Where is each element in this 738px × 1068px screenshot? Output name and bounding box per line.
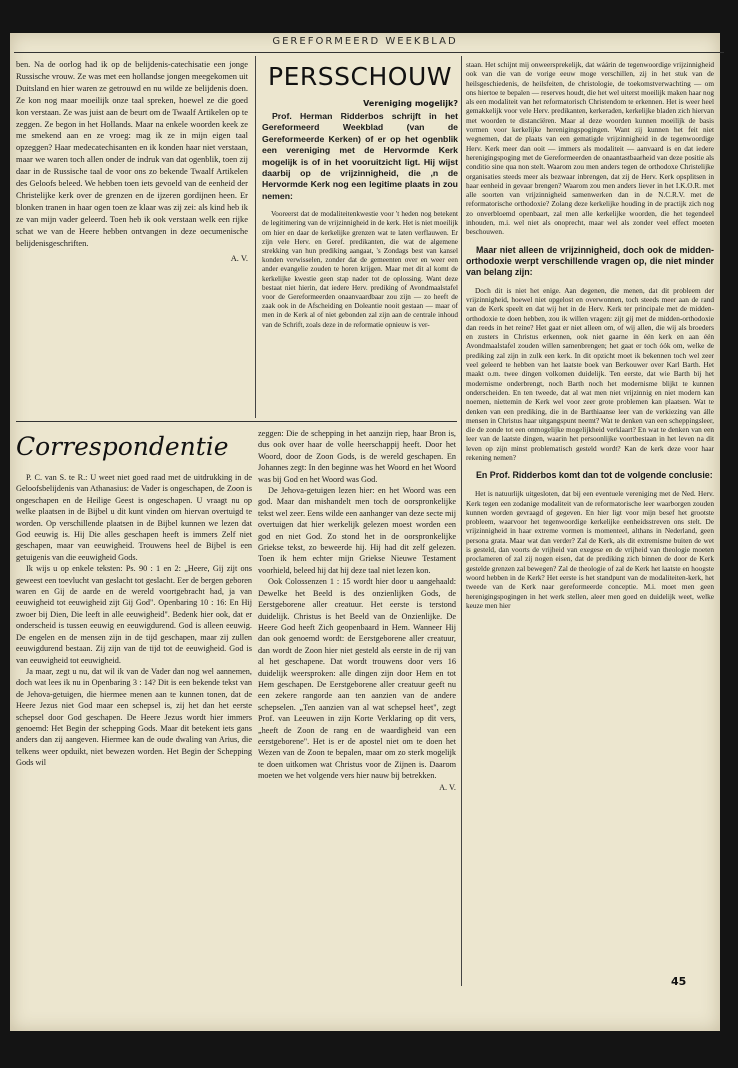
column-divider (461, 56, 462, 986)
paragraph: zeggen: Die de schepping in het aanzijn riep, haar Bron is, dus ook over haar de volle heerschappij heeft. Door het Woord, door de Zoon Gods, is de wereld geschapen. En Johannes zegt: In den beginne was het Woord en het Woord was bij God en het Woord was God. (258, 429, 456, 484)
correspondentie-signature: A. V. (439, 782, 456, 792)
correspondentie-column-2 (258, 428, 456, 793)
running-title: GEREFORMEERD WEEKBLAD (272, 36, 458, 47)
perschouw-lead (262, 111, 458, 202)
quote-block (466, 489, 714, 610)
paragraph: Ik wijs u op enkele teksten: Ps. 90 : 1 en 2: „Heere, Gij zijt ons geweest een toevlucht van geslacht tot geslacht. Eer de bergen geboren waren en Gij de aarde en de wereld voortgebracht had, ja van eeuwigheid tot eeuwigheid zijt Gij God". Openbaring 10 : 16: En Hij zwoer bij Dien, Die leeft in alle eeuwigheid". Bedenk hier ook, dat er onderscheid is tussen eeuwig en eeuwigdurend. God is alleen eeuwig. De engelen en de mensen zijn in de tijd geschapen, maar zij zullen eeuwigdurend bestaan. Zij zijn van de tijd tot de eeuwigheid. God is van eeuwigheid tot eeuwigheid. (16, 564, 252, 665)
section-subheading: Maar niet alleen de vrijzinnigheid, doch ook de midden-orthodoxie werpt verschillende vragen op, die niet minder van belang zijn: (466, 244, 714, 277)
quote-block (466, 286, 714, 463)
perschouw-section (262, 60, 458, 330)
quote-block-text: Doch dit is niet het enige. Aan degenen, die menen, dat dit probleem der vrijzinnigheid, hoewel niet opgelost en overwonnen, toch steeds meer aan de rand van de Kerk speelt en dat wij het in de Herv. Kerk ter principale met de midden-orthodoxie te doen hebben, zou ik willen vragen: zijt gij met de midden-orthodoxie dan reeds in het reine? Het gaat er niet alleen om, of wij allen, die wij als broeders en zusters in Christus erkennen, ook niet gaarne in één kerk en aan één Avondmaalstafel zouden willen samenbrengen; het gaat er toch óók om, welke de prediking zal zijn in zulk een kerk. In dit opzicht moet ik bekennen toch wel zeer veel geleerd te hebben van het laatste boek van Berkouwer over Karl Barth. Het maakt o.m. twee dingen volkomen duidelijk. Ten eerste, dat wie Barth bij het modernisme onderbrengt, noch Barth noch het modernisme blijkt te kunnen onderscheiden. En ten tweede, dat al wat men niet vrijzinnig en niet modern kan noemen, niettemin de Kerk wel voor zeer grote problemen kan plaatsen. Wat te denken van een prediking, die in de Barthiaanse leer van de verkiezing van álle mensen in Christus haar uitgangspunt neemt? Wat te denken van een scheppingsleer, die de zonde tot een onmogelijke mogelijkheid verklaart? En wat te denken van een leer van de laatste dingen, waarin het persoonlijke voortbestaan in het leven na dit leven op zijn minst problematisch gesteld wordt? Kan de kerk deze voor haar rekening nemen? (466, 285, 714, 462)
perschouw-quote (262, 210, 458, 330)
page-number: 45 (671, 975, 687, 988)
section-subheading: En Prof. Ridderbos komt dan tot de volgende conclusie: (476, 470, 713, 481)
column-divider (255, 56, 256, 418)
column-left-top (16, 59, 248, 267)
header-rule (14, 52, 724, 53)
paragraph: De Jehova-getuigen lezen hier: en het Woord was een god. Maar dan mishandelt men toch de oorspronkelijke tekst wel zeer. Eens wilde een aanhanger van deze secte mij overtuigen dat hier werkelijk gelezen moest worden een god en niet God. Zo stond het in de oorspronkelijke Griekse tekst, zo beweerde hij. Hij had dit zelf gelezen. Toen ik hem echter mijn Griekse Nieuwe Testament voorhield, beleed hij dat hij deze taal niet lezen kon. (258, 486, 456, 575)
perschouw-lead-text: Prof. Herman Ridderbos schrijft in het Gereformeerd Weekblad (van de Gereformeerde Kerken) of er op het ogenblik een vereniging met de Hervormde Kerk mogelijk is of in het vooruitzicht ligt. Hij wijst daarbij op de vrijzinnigheid, die ,n de Hervormde Kerk nog een legitime plaats in zou nemen: (262, 111, 458, 201)
perschouw-quote-text: Vooreerst dat de modaliteitenkwestie voor 't heden nog betekent de legitimering van de vrijzinnigheid in de kerk. Het is niet moeilijk om hier en daar de kerkelijke grenzen wat te laten verflauwen. Er zijn vele Herv. en Geref. predikanten, die wat de algemene strekking van hun prediking aangaat, 's Zondags best van kansel konden verwisselen, zonder dat de gemeenten over en weer een ander evangelie zouden te horen krijgen. Maar met dit al komt de kerkelijke kwestie geen stap nader tot de oplossing. Want deze bestaat niet hierin, dat iedere Herv. prediking of Avondmaalstafel voor de Gereformeerden onaanvaardbaar zou zijn — zo heeft de zaak ook in de Afscheiding en Doleantie nooit gestaan — maar of men in de Kerk al of niet gebonden zal zijn aan de centrale inhoud van de Schrift, zoals deze in de reformatie opnieuw is ver- (262, 210, 459, 329)
correspondentie-title: Correspondentie (16, 432, 229, 461)
paragraph: Ook Colossenzen 1 : 15 wordt hier door u aangehaald: Dewelke het Beeld is des onzienlijken Gods, de Eerstgeborene aller creatuur. Het eerste is terstond duidelijk. Christus is het Beeld van de Onzienlijke. De Heere God heeft Zich geopenbaard in Hem. Wanneer Hij dan ook genoemd wordt: de Eerstgeborene aller creatuur, dan wordt de Zoon hier niet gesteld als eerste in de rij van al het geschapene. Dat wordt trouwens door vers 16 duidelijk weersproken: alle dingen zijn door Hem en tot Hem geschapen. De Eerstgeborene aller creatuur geeft nu een zekere rangorde aan ten aanzien van de andere schepselen. „Ten aanzien van al wat schepsel heet", zegt Prof. van Leeuwen in zijn Korte Verklaring op dit vers, „heeft de Zoon de rang en de waardigheid van een eerstgeborene". Het is er de apostel niet om te doen het Wezen van de Zoon te bepalen, maar om zo sterk mogelijk te doen uitkomen wat Christus voor de Zijnen is. Daarom moeten we het volgende vers hier nauw bij betrekken. (258, 577, 456, 781)
perschouw-subtitle: Vereniging mogelijk? (363, 99, 458, 108)
section-rule (16, 421, 457, 422)
quote-block-text: Het is natuurlijk uitgesloten, dat bij een eventuele vereniging met de Ned. Herv. Kerk tegen een zodanige modaliteit van de reformatorische leer waarborgen zouden kunnen worden gevraagd of gegeven. En hier ligt voor mijn besef het grootste probleem, waarvoor het tegenwoordige kerkelijke eenheidsstreven ons stelt. De vrijzinnigheid in haar extreme vormen is momenteel, althans in Nederland, geen persona grata. Maar wat dan verder? Zal de Kerk, als dit extremisme buiten de wet is gesteld, dan voorts de vrijheid van exegese en de vrijheid van theologie moeten proclameren of zal zij nogen eisen, dat de prediking zich binnen de door de Kerk gestelde grenzen zal bewegen? Zal de theologie of zal de Kerk het laatste en hoogste woord hebben in de Kerk? Het eerste is het standpunt van de modaliteiten-kerk, het tweede van de Kerk naar gereformeerde conceptie. M.i. moet men geen herenigingspogingen in het werk stellen, aleer men goed en duidelijk weet, welke keuze men hier (466, 489, 714, 610)
article-continuation-text: ben. Na de oorlog had ik op de belijdenis-catechisatie een jonge Russische vrouw. Ze was met een hollandse jongen meegekomen uit Duitsland en hier waren ze getrouwd en nu wilde ze belijdenis doen. Ze kon nog maar moeilijk onze taal spreken, hoewel ze die goed kon verstaan. Ze was juist aan de beurt om de Twaalf Artikelen op te zeggen. Ze begon in het Hollands. Maar na enkele woorden keek ze me smekend aan en ze vroeg: mag ik ze in mijn eigen taal opzeggen? Haar medecatechisanten en ik konden haar niet verstaan, maar we waren toch allen onder de indruk van dat ogenblik, toen zij daar in de Russische taal de voor ons zo bekende Twaalf Artikelen des Geloofs beleed. We hebben toen iets gevoeld van de eenheid der Christelijke kerk over de grenzen en de ijzeren gordijnen heen. Er blonken tranen in haar ogen toen ze klaar was zij zei: als kind heb ik ze van mijn vader geleerd. Toen heb ik ook verstaan welk een rijke schat we van de Heere hebben ontvangen in deze oecumenische belijdenisgeschriften. (16, 59, 248, 248)
perschouw-title: PERSSCHOUW (268, 62, 452, 91)
paragraph: Ja maar, zegt u nu, dat wil ik van de Vader dan nog wel aannemen, doch wat lees ik nu in Openbaring 3 : 14? Dit is een bekende tekst van de Jehova-getuigen, die hiermee menen aan te kunnen tonen, dat de Heere Jezus niet God maar een schepsel is, zij het dan het eerste schepsel door God geschapen. De Heere Jezus wordt hier immers genoemd: Het Begin der schepping Gods. Maar dit betekent iets gans anders dan zij aangeven. Hiermee kan de oude dwaling van Arius, die telkens weer opduikt, niet bewezen worden. Het Begin der Schepping Gods wil (16, 666, 252, 768)
paragraph: P. C. van S. te R.: U weet niet goed raad met de uitdrukking in de Geloofsbelijdenis van Athanasius: de Vader is ongeschapen, de Zoon is ongeschapen en de Heilige Geest is ongeschapen. U vraagt nu op welke plaatsen in de Bijbel u dit kunt vinden om hiervan overtuigd te worden. Op verschillende plaatsen in de Bijbel kunnen we lezen dat God eeuwig is. Hij Die alles geschapen heeft is immers Zelf niet geschapen, maar van eeuwigheid. Trouwens heel de Bijbel is een getuigenis van die eeuwigheid Gods. (16, 473, 252, 562)
quote-continuation (466, 60, 714, 237)
quote-continuation-text: staan. Het schijnt mij onweersprekelijk, dat wáárin de tegenwoordige vrijzinnigheid ook van die van de vorige eeuw moge verschillen, zij in het stuk van de heilsgeschiedenis, de heilsfeiten, de christologie, de toekomstverwachting — om ons hiertoe te bepalen — reserves houdt, die het wel uiterst moeilijk maken haar nog als een modaliteit van het reformatorisch Christendom te erkennen. Het is weer heel gemakkelijk voor vele Herv. predikanten, kerkeraden, kerkelijke bladen zich hiervan met woorden te distanciëren. Maar al deze woorden kunnen moeilijk de basis vormen voor kerkelijke herenigingspogingen. Want zij kunnen het feit niet wegnemen, dat de plaats van een gematigde vrijzinnigheid in de tegenwoordige Herv. Kerk meer dan ooit — immers als modaliteit — aanvaard is en dat iedere herenigingspoging met de Gereformeerden de onaantastbaarheid van deze positie als conditio sine qua non stelt. Waarom zou men anders tegen de orthodoxe Christelijke organisaties steeds meer als bezwaar inbrengen, dat zij de Herv. Kerk opsplitsen in haar eenheid in gevaar brengen? Waarom zou men anders liever in het I.K.O.R. met alle soorten van vrijzinnigheid samenwerken dan in de N.C.R.V. met de reformatorische orthodoxie? Zolang deze kerkelijke houding in de practijk zich nog zo onverbloemd openbaart, zal men alle kerkelijke woorden, die het tegendeel inhouden, m.i. wel niet als onoprecht, maar wel als zonder veel effect moeten beschouwen. (466, 60, 714, 237)
article-signature: A. V. (230, 252, 248, 263)
column-right (466, 60, 714, 610)
correspondentie-column-1 (16, 472, 252, 769)
